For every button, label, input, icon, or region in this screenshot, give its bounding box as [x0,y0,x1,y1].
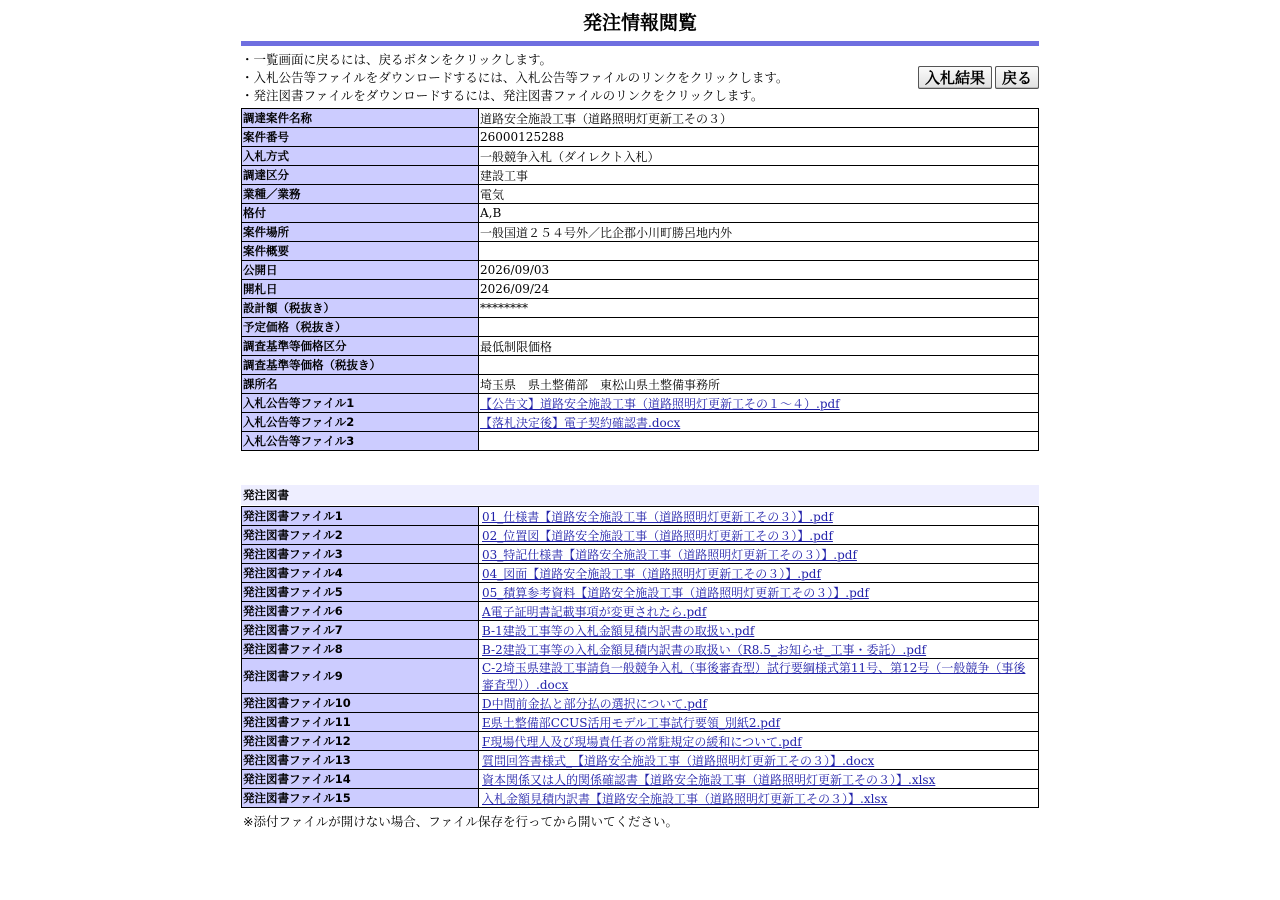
table-row [242,223,1039,242]
row-value [479,751,1039,770]
table-row [242,713,1039,732]
page-container [241,0,1039,830]
table-row [242,299,1039,318]
row-value [479,526,1039,545]
row-label: 案件番号 [242,128,479,147]
order-document-file-link[interactable]: 04_図面【道路安全施設工事（道路照明灯更新工その３）】.pdf [482,566,821,581]
row-value [479,507,1039,526]
table-row [242,659,1039,694]
table-row [242,640,1039,659]
order-document-file-link[interactable]: E県土整備部CCUS活用モデル工事試行要領_別紙2.pdf [482,715,781,730]
page-title: 発注情報閲覧 [582,12,697,34]
row-value [479,564,1039,583]
row-label: 調達区分 [242,166,479,185]
instruction-line: ・一覧画面に戻るには、戻るボタンをクリックします。 [241,52,553,67]
row-value: 埼玉県 県土整備部 東松山県土整備事務所 [479,375,1039,394]
row-label: 発注図書ファイル4 [242,564,479,583]
back-button[interactable]: 戻る [995,66,1039,89]
row-value [479,789,1039,808]
table-row [242,356,1039,375]
order-document-file-link[interactable]: B-1建設工事等の入札金額見積内訳書の取扱い.pdf [482,623,755,638]
instruction-line: ・発注図書ファイルをダウンロードするには、発注図書ファイルのリンクをクリックします。 [241,88,764,103]
instruction-line: ・入札公告等ファイルをダウンロードするには、入札公告等ファイルのリンクをクリックします。 [241,70,789,85]
row-label: 業種／業務 [242,185,479,204]
order-document-file-link[interactable]: 入札金額見積内訳書【道路安全施設工事（道路照明灯更新工その３）】.xlsx [482,791,888,806]
row-label: 入札公告等ファイル1 [242,394,479,413]
row-label: 案件場所 [242,223,479,242]
docs-table [241,506,1039,808]
button-group [918,66,1039,89]
table-row [242,394,1039,413]
row-label: 発注図書ファイル15 [242,789,479,808]
row-value: A,B [479,204,1039,223]
row-label: 発注図書ファイル2 [242,526,479,545]
table-row [242,337,1039,356]
row-value [479,770,1039,789]
row-label: 発注図書ファイル12 [242,732,479,751]
row-label: 開札日 [242,280,479,299]
announcement-file-link[interactable]: 【公告文】道路安全施設工事（道路照明灯更新工その１～４）.pdf [480,396,840,411]
row-value [479,640,1039,659]
table-row [242,242,1039,261]
row-label: 調査基準等価格区分 [242,337,479,356]
row-label: 公開日 [242,261,479,280]
row-label: 案件概要 [242,242,479,261]
row-label: 発注図書ファイル9 [242,659,479,694]
bid-result-button[interactable]: 入札結果 [918,66,992,89]
row-value [479,602,1039,621]
table-row [242,413,1039,432]
table-row [242,621,1039,640]
row-value [479,732,1039,751]
order-document-file-link[interactable]: 質問回答書様式_【道路安全施設工事（道路照明灯更新工その３）】.docx [482,753,875,768]
order-document-file-link[interactable]: C-2埼玉県建設工事請負一般競争入札（事後審査型）試行要綱様式第11号、第12号（一般競争（事後審査型））.docx [482,661,1026,692]
row-value [479,356,1039,375]
table-row [242,204,1039,223]
order-document-file-link[interactable]: 03_特記仕様書【道路安全施設工事（道路照明灯更新工その３）】.pdf [482,547,857,562]
table-row [242,375,1039,394]
table-row [242,507,1039,526]
table-row [242,694,1039,713]
table-row [242,545,1039,564]
row-value [479,545,1039,564]
row-value: ******** [479,299,1039,318]
row-label: 発注図書ファイル11 [242,713,479,732]
row-label: 発注図書ファイル6 [242,602,479,621]
row-value: 電気 [479,185,1039,204]
row-label: 発注図書ファイル5 [242,583,479,602]
row-value: 2026/09/24 [479,280,1039,299]
row-value [479,659,1039,694]
row-label: 格付 [242,204,479,223]
section-title-docs: 発注図書 [241,485,1039,505]
table-row [242,789,1039,808]
row-value: 2026/09/03 [479,261,1039,280]
row-value [479,432,1039,451]
row-label: 発注図書ファイル7 [242,621,479,640]
table-row [242,185,1039,204]
info-table [241,108,1039,451]
row-label: 発注図書ファイル13 [242,751,479,770]
table-row [242,147,1039,166]
row-value: 道路安全施設工事（道路照明灯更新工その３） [479,109,1039,128]
table-row [242,128,1039,147]
row-value [479,242,1039,261]
announcement-file-link[interactable]: 【落札決定後】電子契約確認書.docx [480,415,681,430]
row-label: 発注図書ファイル8 [242,640,479,659]
row-label: 発注図書ファイル3 [242,545,479,564]
table-row [242,583,1039,602]
table-row [242,109,1039,128]
row-value: 26000125288 [479,128,1039,147]
order-document-file-link[interactable]: 05_積算参考資料【道路安全施設工事（道路照明灯更新工その３）】.pdf [482,585,869,600]
row-value [479,621,1039,640]
row-label: 調査基準等価格（税抜き） [242,356,479,375]
row-label: 調達案件名称 [242,109,479,128]
order-document-file-link[interactable]: D中間前金払と部分払の選択について.pdf [482,696,708,711]
row-label: 発注図書ファイル14 [242,770,479,789]
row-value: 最低制限価格 [479,337,1039,356]
table-row [242,564,1039,583]
row-value [479,394,1039,413]
row-value [479,413,1039,432]
table-row [242,526,1039,545]
table-row [242,166,1039,185]
order-document-file-link[interactable]: B-2建設工事等の入札金額見積内訳書の取扱い（R8.5_お知らせ_工事・委託）.pdf [482,642,927,657]
row-label: 入札公告等ファイル2 [242,413,479,432]
instructions [241,46,1039,108]
row-value [479,583,1039,602]
row-label: 入札公告等ファイル3 [242,432,479,451]
table-row [242,432,1039,451]
table-row [242,751,1039,770]
order-document-file-link[interactable]: 資本関係又は人的関係確認書【道路安全施設工事（道路照明灯更新工その３）】.xlsx [482,772,936,787]
order-document-file-link[interactable]: F現場代理人及び現場責任者の常駐規定の緩和について.pdf [482,734,802,749]
order-document-file-link[interactable]: A電子証明書記載事項が変更されたら.pdf [482,604,707,619]
order-document-file-link[interactable]: 01_仕様書【道路安全施設工事（道路照明灯更新工その３）】.pdf [482,509,833,524]
row-value: 一般国道２５４号外／比企郡小川町勝呂地内外 [479,223,1039,242]
row-label: 発注図書ファイル10 [242,694,479,713]
table-row [242,770,1039,789]
row-value: 建設工事 [479,166,1039,185]
row-label: 設計額（税抜き） [242,299,479,318]
row-value: 一般競争入札（ダイレクト入札） [479,147,1039,166]
row-label: 課所名 [242,375,479,394]
row-label: 予定価格（税抜き） [242,318,479,337]
row-label: 入札方式 [242,147,479,166]
table-row [242,261,1039,280]
order-document-file-link[interactable]: 02_位置図【道路安全施設工事（道路照明灯更新工その３）】.pdf [482,528,833,543]
row-label: 発注図書ファイル1 [242,507,479,526]
footer-note: ※添付ファイルが開けない場合、ファイル保存を行ってから開いてください。 [243,814,678,829]
table-row [242,318,1039,337]
table-row [242,602,1039,621]
table-row [242,732,1039,751]
row-value [479,318,1039,337]
table-row [242,280,1039,299]
row-value [479,713,1039,732]
row-value [479,694,1039,713]
